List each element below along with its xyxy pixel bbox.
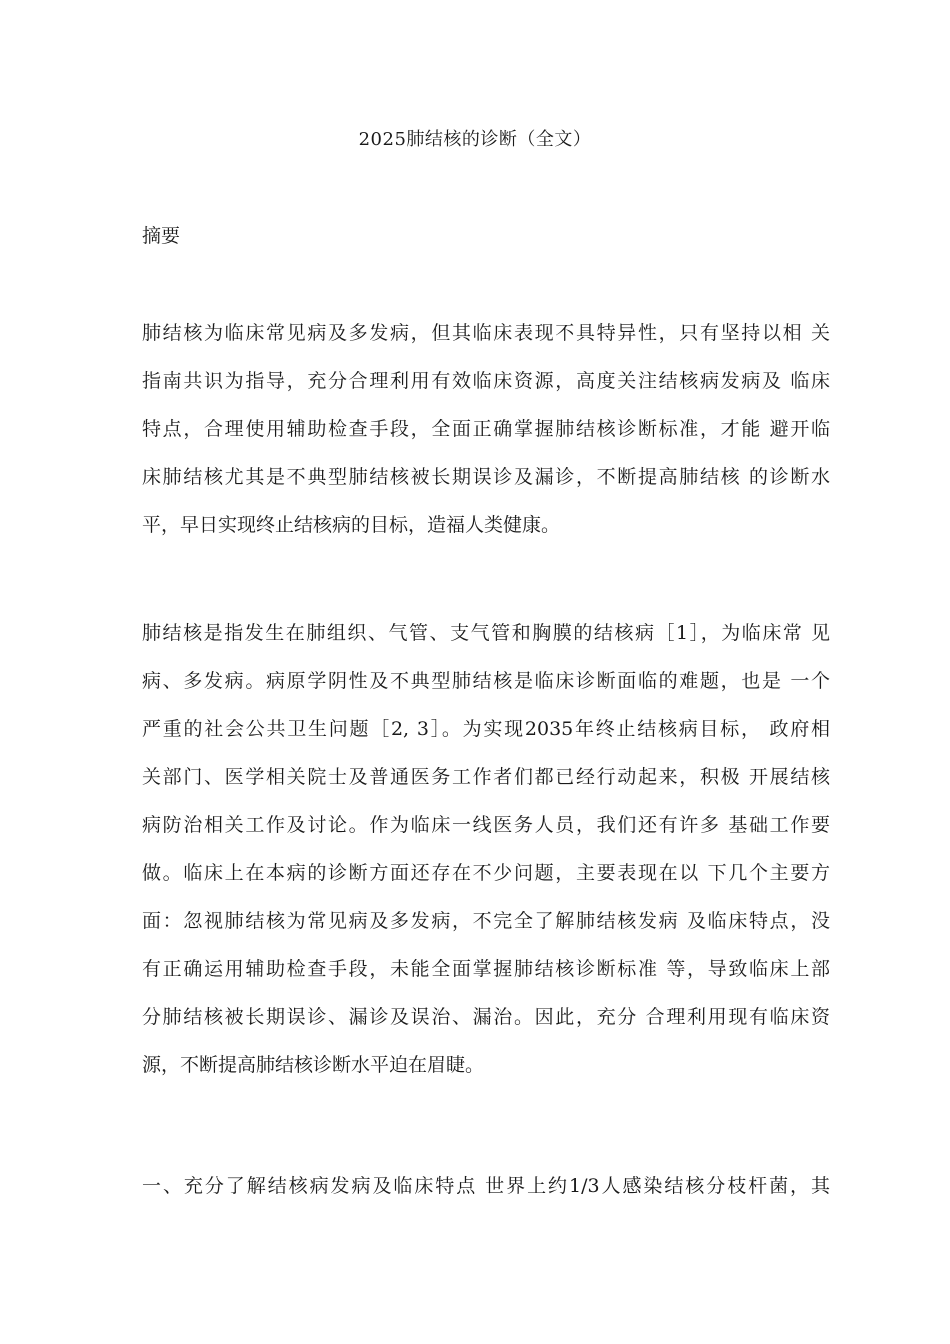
paragraph-line: 源，不断提高肺结核诊断水平迫在眉睫。: [142, 1054, 485, 1076]
paragraph-line: 病、多发病。病原学阴性及不典型肺结核是临床诊断面临的难题，也是 一个: [142, 670, 830, 692]
paragraph-line: 关部门、医学相关院士及普通医务工作者们都已经行动起来，积极 开展结核: [142, 766, 830, 788]
paragraph-introduction: [142, 609, 830, 1089]
paragraph-line: 肺结核为临床常见病及多发病，但其临床表现不具特异性，只有坚持以相 关: [142, 322, 830, 344]
paragraph-line: 一、充分了解结核病发病及临床特点 世界上约1/3人感染结核分枝杆菌，其: [142, 1175, 830, 1197]
abstract-heading: 摘要: [142, 225, 181, 247]
paragraph-line: 分肺结核被长期误诊、漏诊及误治、漏治。因此，充分 合理利用现有临床资: [142, 1006, 830, 1028]
paragraph-line: 平，早日实现终止结核病的目标，造福人类健康。: [142, 514, 561, 536]
paragraph-line: 做。临床上在本病的诊断方面还存在不少问题，主要表现在以 下几个主要方: [142, 862, 830, 884]
paragraph-line: 床肺结核尤其是不典型肺结核被长期误诊及漏诊，不断提高肺结核 的诊断水: [142, 466, 830, 488]
paragraph-line: 肺结核是指发生在肺组织、气管、支气管和胸膜的结核病［1］，为临床常 见: [142, 622, 830, 644]
document-title: 2025肺结核的诊断（全文）: [358, 129, 592, 150]
paragraph-line: 面：忽视肺结核为常见病及多发病，不完全了解肺结核发病 及临床特点，没: [142, 910, 830, 932]
paragraph-line: 严重的社会公共卫生问题［2, 3］。为实现2035年终止结核病目标， 政府相: [142, 718, 830, 740]
paragraph-line: 病防治相关工作及讨论。作为临床一线医务人员，我们还有许多 基础工作要: [142, 814, 830, 836]
paragraph-line: 指南共识为指导，充分合理利用有效临床资源，高度关注结核病发病及 临床: [142, 370, 830, 392]
paragraph-section-one: [142, 1162, 830, 1210]
paragraph-line: 有正确运用辅助检查手段，未能全面掌握肺结核诊断标准 等，导致临床上部: [142, 958, 830, 980]
paragraph-abstract: [142, 309, 830, 549]
paragraph-line: 特点，合理使用辅助检查手段，全面正确掌握肺结核诊断标准，才能 避开临: [142, 418, 830, 440]
